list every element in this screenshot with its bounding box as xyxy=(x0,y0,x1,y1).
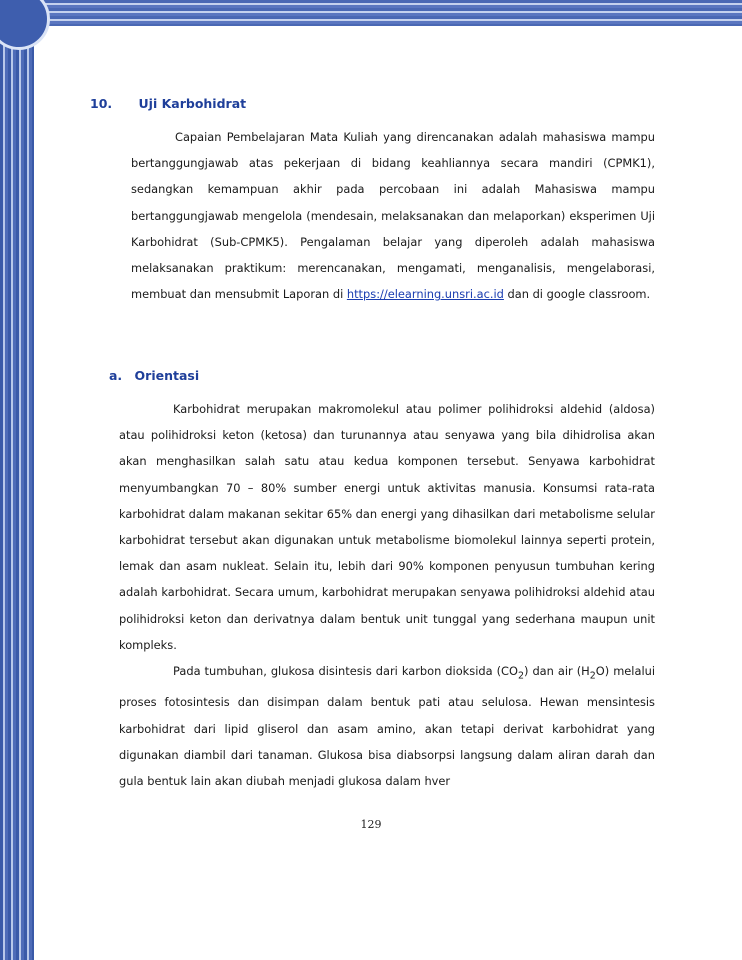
subsection-label: a. xyxy=(109,368,123,383)
page-border-top xyxy=(0,0,742,26)
page-corner-ornament xyxy=(0,0,50,50)
section-number: 10. xyxy=(90,96,113,111)
co2-subscript: 2 xyxy=(517,670,524,682)
intro-paragraph xyxy=(131,124,655,307)
page-border-left xyxy=(0,0,34,960)
elearning-link[interactable]: https://elearning.unsri.ac.id xyxy=(346,287,504,302)
section-heading xyxy=(90,96,246,111)
orientation-paragraph-2 xyxy=(119,658,655,794)
orientation-paragraph-1 xyxy=(119,396,655,658)
subsection-heading xyxy=(109,368,199,383)
orientation-text-2a: Pada tumbuhan, glukosa disintesis dari karbon dioksida (CO xyxy=(173,664,518,678)
intro-text: Capaian Pembelajaran Mata Kuliah yang direncanakan adalah mahasiswa mampu bertanggungjawab atas pekerjaan di bidang keahliannya secara mandiri (CPMK1), sedangkan kemampuan akhir pada percobaan ini adalah Mahasiswa mampu bertanggungjawab mengelola (mendesain, melaksanakan dan melaporkan) eksperimen Uji Karbohidrat (Sub-CPMK5). Pengalaman belajar yang diperoleh adalah mahasiswa melaksanakan praktikum: merencanakan, mengamati, menganalisis, mengelaborasi, membuat dan mensubmit Laporan di xyxy=(131,130,655,302)
intro-tail: dan di google classroom. xyxy=(503,287,651,302)
page-number: 129 xyxy=(360,818,382,831)
orientation-text-2b: ) dan air (H xyxy=(524,664,590,678)
subsection-title: Orientasi xyxy=(134,368,200,383)
section-title: Uji Karbohidrat xyxy=(138,96,247,111)
orientation-text-1: Karbohidrat merupakan makromolekul atau polimer polihidroksi aldehid (aldosa) atau polihidroksi keton (ketosa) dan turunannya atau senyawa yang bila dihidrolisa akan akan menghasilkan salah satu atau kedua komponen tersebut. Senyawa karbohidrat menyumbangkan 70 – 80% sumber energi untuk aktivitas manusia. Konsumsi rata-rata karbohidrat dalam makanan sekitar 65% dan energi yang dihasilkan dari metabolisme selular karbohidrat tersebut akan digunakan untuk metabolisme biomolekul lainnya seperti protein, lemak dan asam nukleat. Selain itu, lebih dari 90% komponen penyusun tumbuhan kering adalah karbohidrat. Secara umum, karbohidrat merupakan senyawa polihidroksi aldehid atau polihidroksi keton dan derivatnya dalam bentuk unit tunggal yang sederhana maupun unit kompleks. xyxy=(119,402,655,652)
h2o-subscript: 2 xyxy=(589,670,596,682)
orientation-text-2c: O) melalui proses fotosintesis dan disimpan dalam bentuk pati atau selulosa. Hewan mensintesis karbohidrat dari lipid gliserol dan asam amino, akan tetapi derivat karbohidrat yang digunakan diambil dari tanaman. Glukosa bisa diabsorpsi langsung dalam aliran darah dan gula bentuk lain akan diubah menjadi glukosa dalam hver xyxy=(119,664,655,789)
